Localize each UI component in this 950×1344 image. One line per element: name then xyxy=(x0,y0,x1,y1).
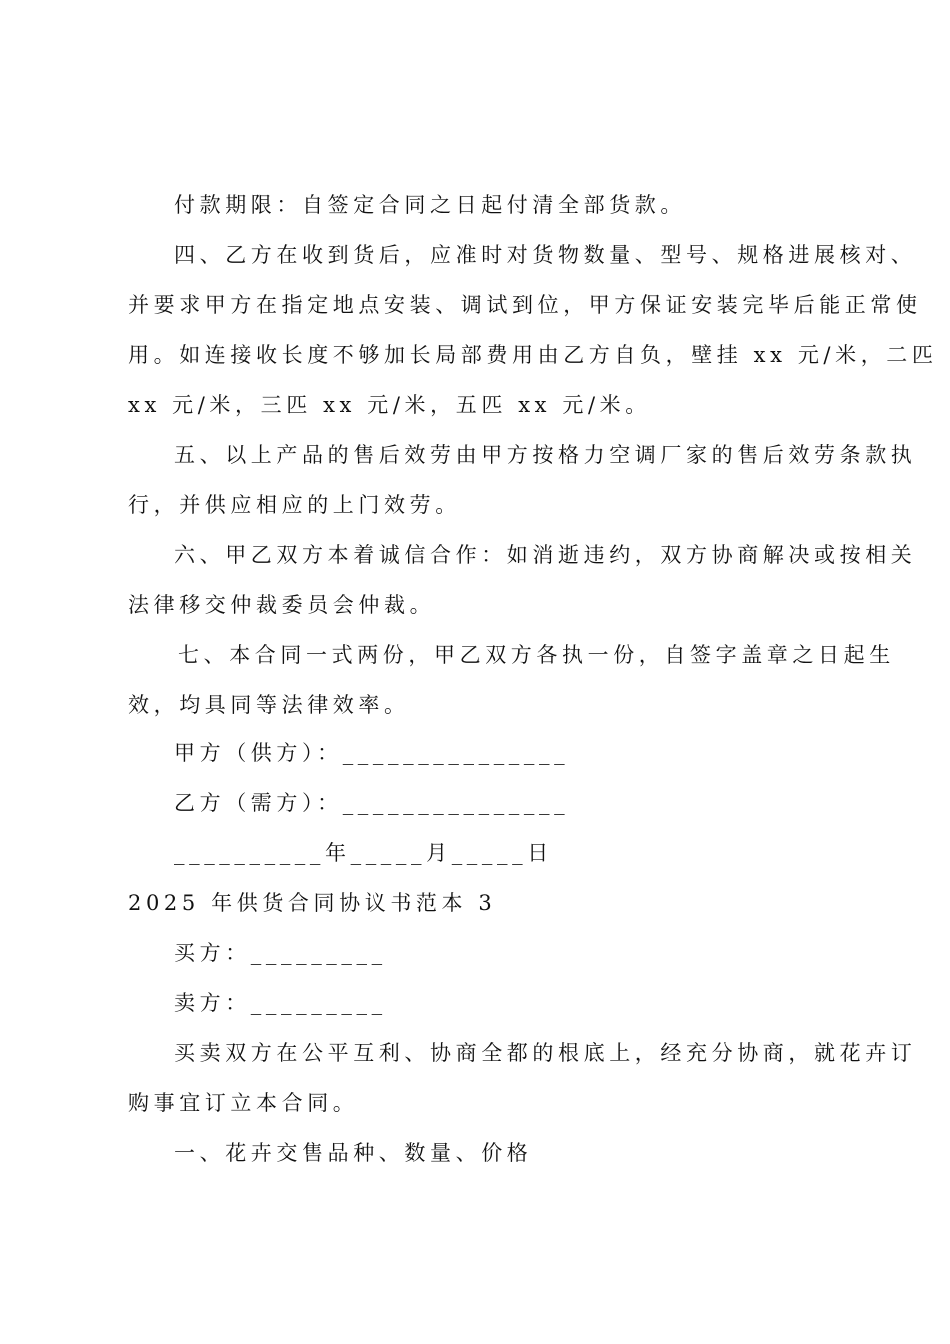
clause-6-line-2: 法律移交仲裁委员会仲裁。 xyxy=(128,593,436,617)
clause-6-line-1: 六、甲乙双方本着诚信合作：如消逝违约，双方协商解决或按相关 xyxy=(174,543,917,567)
preamble-line-2: 购事宜订立本合同。 xyxy=(128,1091,359,1115)
preamble-line-1: 买卖双方在公平互利、协商全都的根底上，经充分协商，就花卉订 xyxy=(174,1041,917,1065)
clause-4-line-2: 并要求甲方在指定地点安装、调试到位，甲方保证安装完毕后能正常使 xyxy=(128,293,922,317)
clause-5-line-1: 五、以上产品的售后效劳由甲方按格力空调厂家的售后效劳条款执 xyxy=(174,443,917,467)
article-1-heading: 一、花卉交售品种、数量、价格 xyxy=(174,1141,533,1165)
party-b-signature-line: 乙方（需方）：_______________ xyxy=(174,791,570,815)
section-title: 2025 年供货合同协议书范本 3 xyxy=(128,891,497,915)
clause-4-line-3: 用。如连接收长度不够加长局部费用由乙方自负，壁挂 xx 元/米，二匹 xyxy=(128,343,938,367)
clause-5-line-2: 行，并供应相应的上门效劳。 xyxy=(128,493,461,517)
clause-4-line-4: xx 元/米，三匹 xx 元/米，五匹 xx 元/米。 xyxy=(128,393,651,417)
clause-7-line-1: 七、本合同一式两份，甲乙双方各执一份，自签字盖章之日起生 xyxy=(178,643,895,667)
date-line: __________年_____月_____日 xyxy=(174,841,553,865)
party-a-signature-line: 甲方（供方）：_______________ xyxy=(174,741,570,765)
clause-7-line-2: 效，均具同等法律效率。 xyxy=(128,693,410,717)
clause-4-line-1: 四、乙方在收到货后，应准时对货物数量、型号、规格进展核对、 xyxy=(174,243,917,267)
seller-line: 卖方：_________ xyxy=(174,991,387,1015)
payment-term-line: 付款期限：自签定合同之日起付清全部货款。 xyxy=(174,193,686,217)
buyer-line: 买方：_________ xyxy=(174,941,387,965)
